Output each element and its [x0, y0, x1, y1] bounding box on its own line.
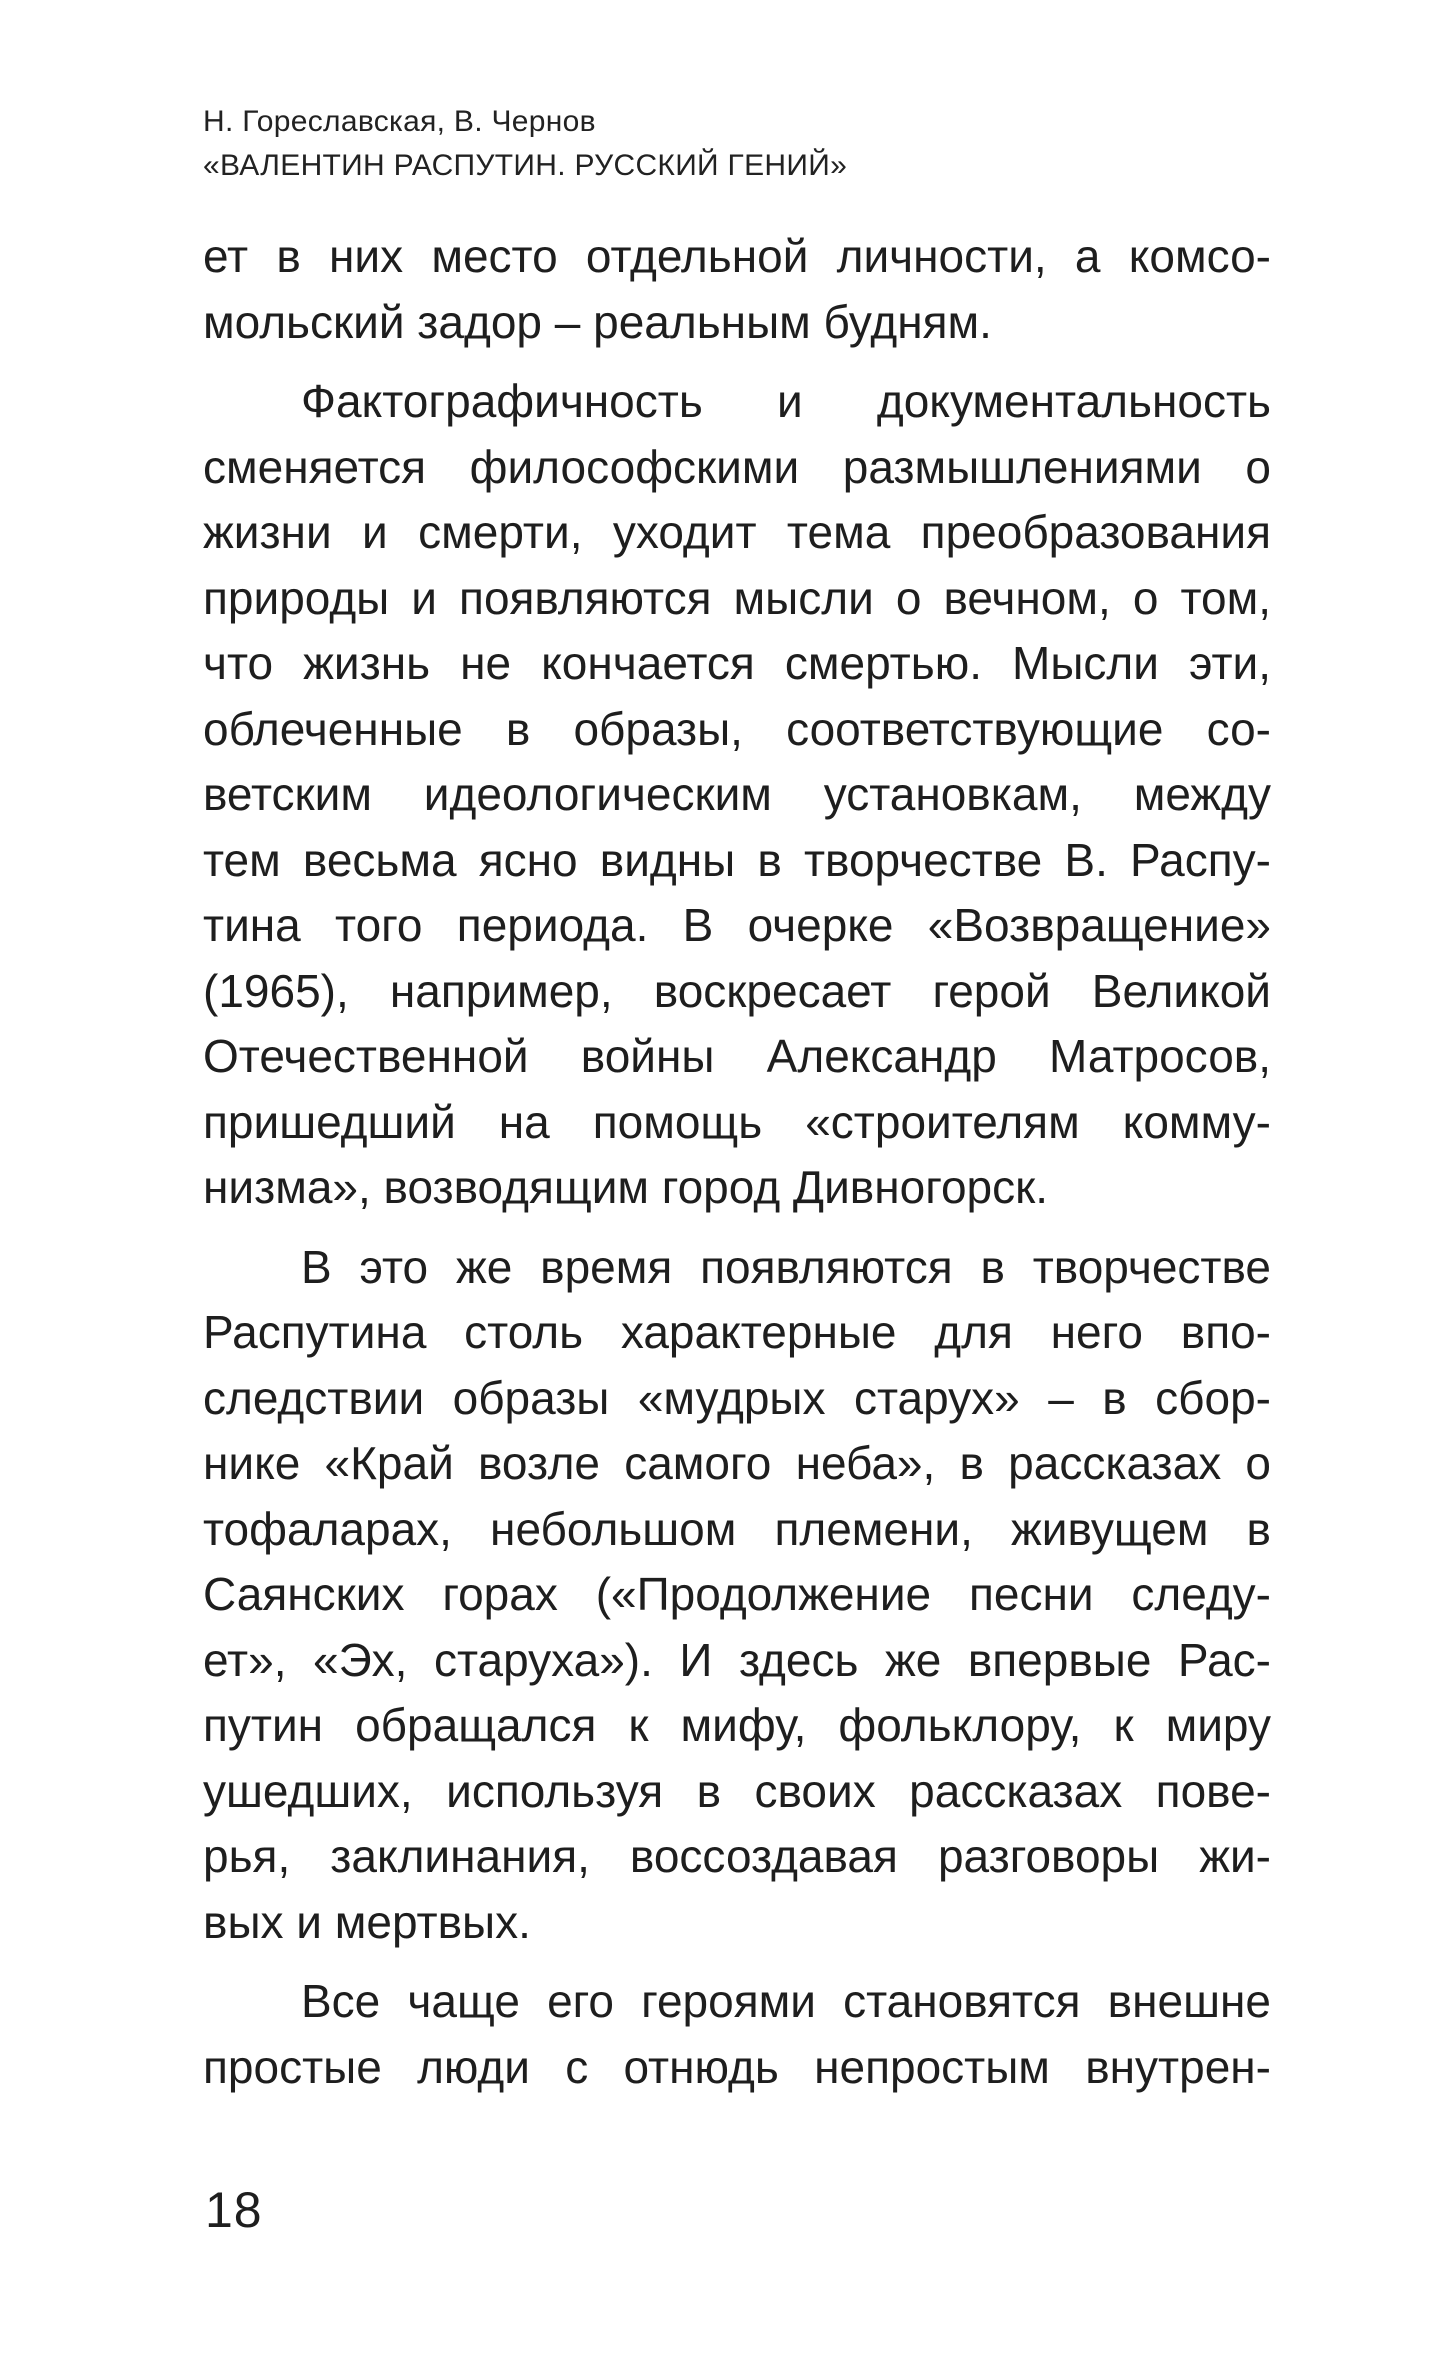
text-line: жизни и смерти, уходит тема преобразования — [203, 506, 1271, 558]
text-line: путин обращался к мифу, фольклору, к миру — [203, 1699, 1271, 1751]
text-line: Все чаще его героями становятся внешне — [301, 1975, 1271, 2027]
text-line: рья, заклинания, воссоздавая разговоры жи- — [203, 1830, 1271, 1882]
paragraph-1 — [203, 224, 1271, 355]
text-line: Фактографичность и документальность — [301, 375, 1271, 427]
text-line: облеченные в образы, соответствующие со- — [203, 702, 1271, 755]
text-line: тина того периода. В очерке «Возвращение» — [203, 899, 1271, 951]
text-line: мольский задор – реальным будням. — [203, 295, 992, 348]
paragraph-4 — [203, 1969, 1271, 2100]
text-line: что жизнь не кончается смертью. Мысли эти, — [203, 637, 1271, 689]
text-line: ет», «Эх, старуха»). И здесь же впервые Рас- — [203, 1633, 1271, 1686]
paragraph-2 — [203, 369, 1271, 1221]
text-line: следствии образы «мудрых старух» – в сбор- — [203, 1371, 1271, 1424]
text-line: тем весьма ясно видны в творчестве В. Распу- — [203, 833, 1271, 886]
text-line: вых и мертвых. — [203, 1895, 531, 1948]
text-line: ветским идеологическим установкам, между — [203, 768, 1271, 820]
running-header — [203, 100, 1263, 188]
text-line: Отечественной войны Александр Матросов, — [203, 1030, 1271, 1082]
text-line: сменяется философскими размышлениями о — [203, 440, 1271, 493]
header-authors: Н. Гореславская, В. Чернов — [203, 105, 596, 138]
text-line: ет в них место отдельной личности, а комсо- — [203, 230, 1271, 282]
text-line: (1965), например, воскресает герой Великой — [203, 964, 1271, 1017]
text-line: природы и появляются мысли о вечном, о том, — [203, 571, 1271, 624]
page-number: 18 — [205, 2182, 263, 2238]
text-line: тофаларах, небольшом племени, живущем в — [203, 1502, 1271, 1555]
text-line: нике «Край возле самого неба», в рассказах о — [203, 1437, 1271, 1489]
text-line: низма», возводящим город Дивногорск. — [203, 1161, 1049, 1213]
header-book-title: «ВАЛЕНТИН РАСПУТИН. РУССКИЙ ГЕНИЙ» — [203, 149, 848, 182]
text-line: ушедших, используя в своих рассказах пове- — [203, 1764, 1271, 1817]
text-line: В это же время появляются в творчестве — [301, 1240, 1271, 1293]
text-line: Саянских горах («Продолжение песни следу- — [203, 1568, 1271, 1620]
text-line: пришедший на помощь «строителям комму- — [203, 1095, 1271, 1148]
paragraph-3 — [203, 1235, 1271, 1956]
body-text — [203, 224, 1271, 2114]
text-line: Распутина столь характерные для него впо- — [203, 1306, 1271, 1358]
text-line: простые люди с отнюдь непростым внутрен- — [203, 2040, 1271, 2093]
